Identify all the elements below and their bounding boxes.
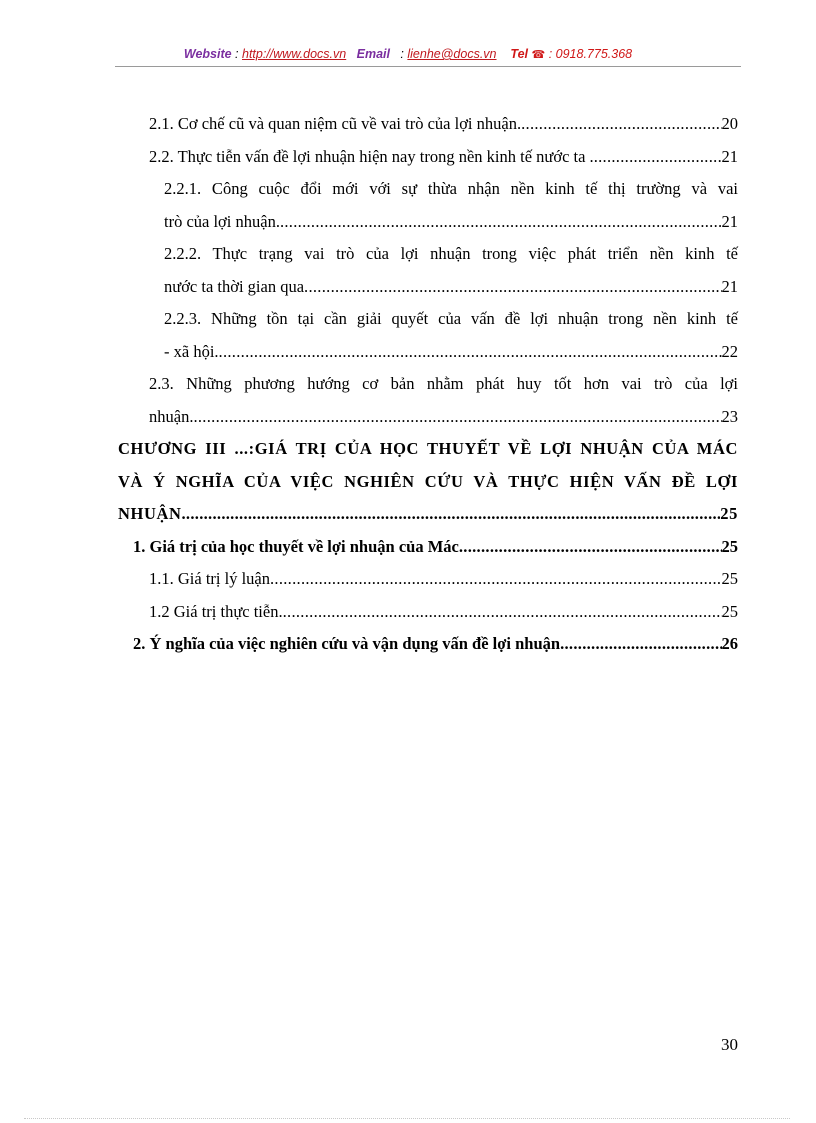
toc-entry-text: 2.2. Thực tiễn vấn đề lợi nhuận hiện nay trong nền kinh tế nước ta . xyxy=(149,146,594,166)
toc-entry-text: 2.2.3. Những tồn tại cần giải quyết của vấn đề lợi nhuận trong nền kinh tế xyxy=(164,309,738,328)
toc-leader xyxy=(521,108,721,141)
email-separator: : xyxy=(396,47,408,61)
tel-separator: : xyxy=(545,47,556,61)
toc-page-number: 21 xyxy=(721,276,738,296)
tel-number: 0918.775.368 xyxy=(555,47,633,61)
page-number: 30 xyxy=(721,1035,738,1054)
toc-entry-text: nhuận. xyxy=(149,406,194,426)
toc-entry-1-2[interactable] xyxy=(149,596,738,629)
toc-entry-text: 2.2.1. Công cuộc đổi mới với sự thừa nhận nền kinh tế thị trường và vai xyxy=(164,179,738,198)
toc-entry-1[interactable] xyxy=(133,531,738,564)
email-label: Email xyxy=(356,47,390,61)
toc-entry-text: NHUẬN xyxy=(118,504,182,523)
toc-leader xyxy=(594,141,722,174)
website-link[interactable]: http://www.docs.vn xyxy=(242,47,347,61)
page-header xyxy=(0,47,816,61)
toc-page-number: 22 xyxy=(721,341,738,361)
toc-leader xyxy=(193,401,721,434)
toc-entry-2-2-3[interactable] xyxy=(164,303,738,368)
toc-entry-text: 1.2 Giá trị thực tiễn. xyxy=(149,601,283,621)
phone-icon: ☎ xyxy=(531,49,546,61)
toc-leader xyxy=(560,628,721,661)
toc-entry-text: 2. Ý nghĩa của việc nghiên cứu và vận dụng vấn đề lợi nhuận xyxy=(133,634,561,653)
toc-entry-text: - xã hội. xyxy=(164,341,219,361)
toc-entry-text: trò của lợi nhuận. xyxy=(164,211,280,231)
toc-page-number: 20 xyxy=(721,114,738,133)
toc-leader xyxy=(304,271,721,304)
toc-entry-1-1[interactable] xyxy=(149,563,738,596)
toc-entry-text: nước ta thời gian qua xyxy=(164,276,305,296)
toc-chapter-3[interactable] xyxy=(118,433,738,531)
toc-leader xyxy=(283,596,722,629)
toc-entry-2-2-2[interactable] xyxy=(164,238,738,303)
toc-entry-2-1[interactable] xyxy=(149,108,738,141)
toc-leader xyxy=(459,531,722,564)
toc-leader xyxy=(182,498,721,531)
toc-page-number: 21 xyxy=(721,211,738,231)
email-link[interactable]: lienhe@docs.vn xyxy=(407,47,497,61)
toc-page-number: 26 xyxy=(721,634,738,653)
toc-entry-text: 2.2.2. Thực trạng vai trò của lợi nhuận trong việc phát triển nền kinh tế xyxy=(164,244,738,263)
toc-entry-text: 1.1. Giá trị lý luận xyxy=(149,569,270,588)
toc-leader xyxy=(270,563,722,596)
tel-label: Tel xyxy=(510,47,529,61)
toc-page-number: 25 xyxy=(720,504,738,523)
toc-entry-2-2[interactable] xyxy=(149,141,738,174)
toc-entry-2[interactable] xyxy=(133,628,738,661)
toc-entry-text: 2.1. Cơ chế cũ và quan niệm cũ về vai trò của lợi nhuận. xyxy=(149,114,522,133)
toc-entry-2-2-1[interactable] xyxy=(164,173,738,238)
toc-entry-2-3[interactable] xyxy=(149,368,738,433)
toc-entry-text: 1. Giá trị của học thuyết về lợi nhuận của Mác xyxy=(133,536,459,556)
toc-entry-text: CHƯƠNG III ...:GIÁ TRỊ CỦA HỌC THUYẾT VỀ LỢI NHUẬN CỦA MÁC xyxy=(118,439,738,458)
toc-entry-text: VÀ Ý NGHĨA CỦA VIỆC NGHIÊN CỨU VÀ THỰC HIỆN VẤN ĐỀ LỢI xyxy=(118,471,738,491)
toc-page-number: 25 xyxy=(721,536,738,556)
website-separator: : xyxy=(231,47,242,61)
website-label: Website xyxy=(183,47,232,61)
toc-entry-text: 2.3. Những phương hướng cơ bản nhằm phát huy tốt hơn vai trò của lợi xyxy=(149,374,738,393)
toc-page-number: 25 xyxy=(721,601,738,621)
page-bottom-border xyxy=(24,1118,790,1119)
toc-page-number: 23 xyxy=(721,406,738,426)
table-of-contents xyxy=(118,108,738,661)
toc-leader xyxy=(219,336,722,369)
header-divider xyxy=(115,66,741,67)
toc-page-number: 21 xyxy=(721,146,738,166)
toc-leader xyxy=(280,206,722,239)
toc-page-number: 25 xyxy=(721,569,738,588)
